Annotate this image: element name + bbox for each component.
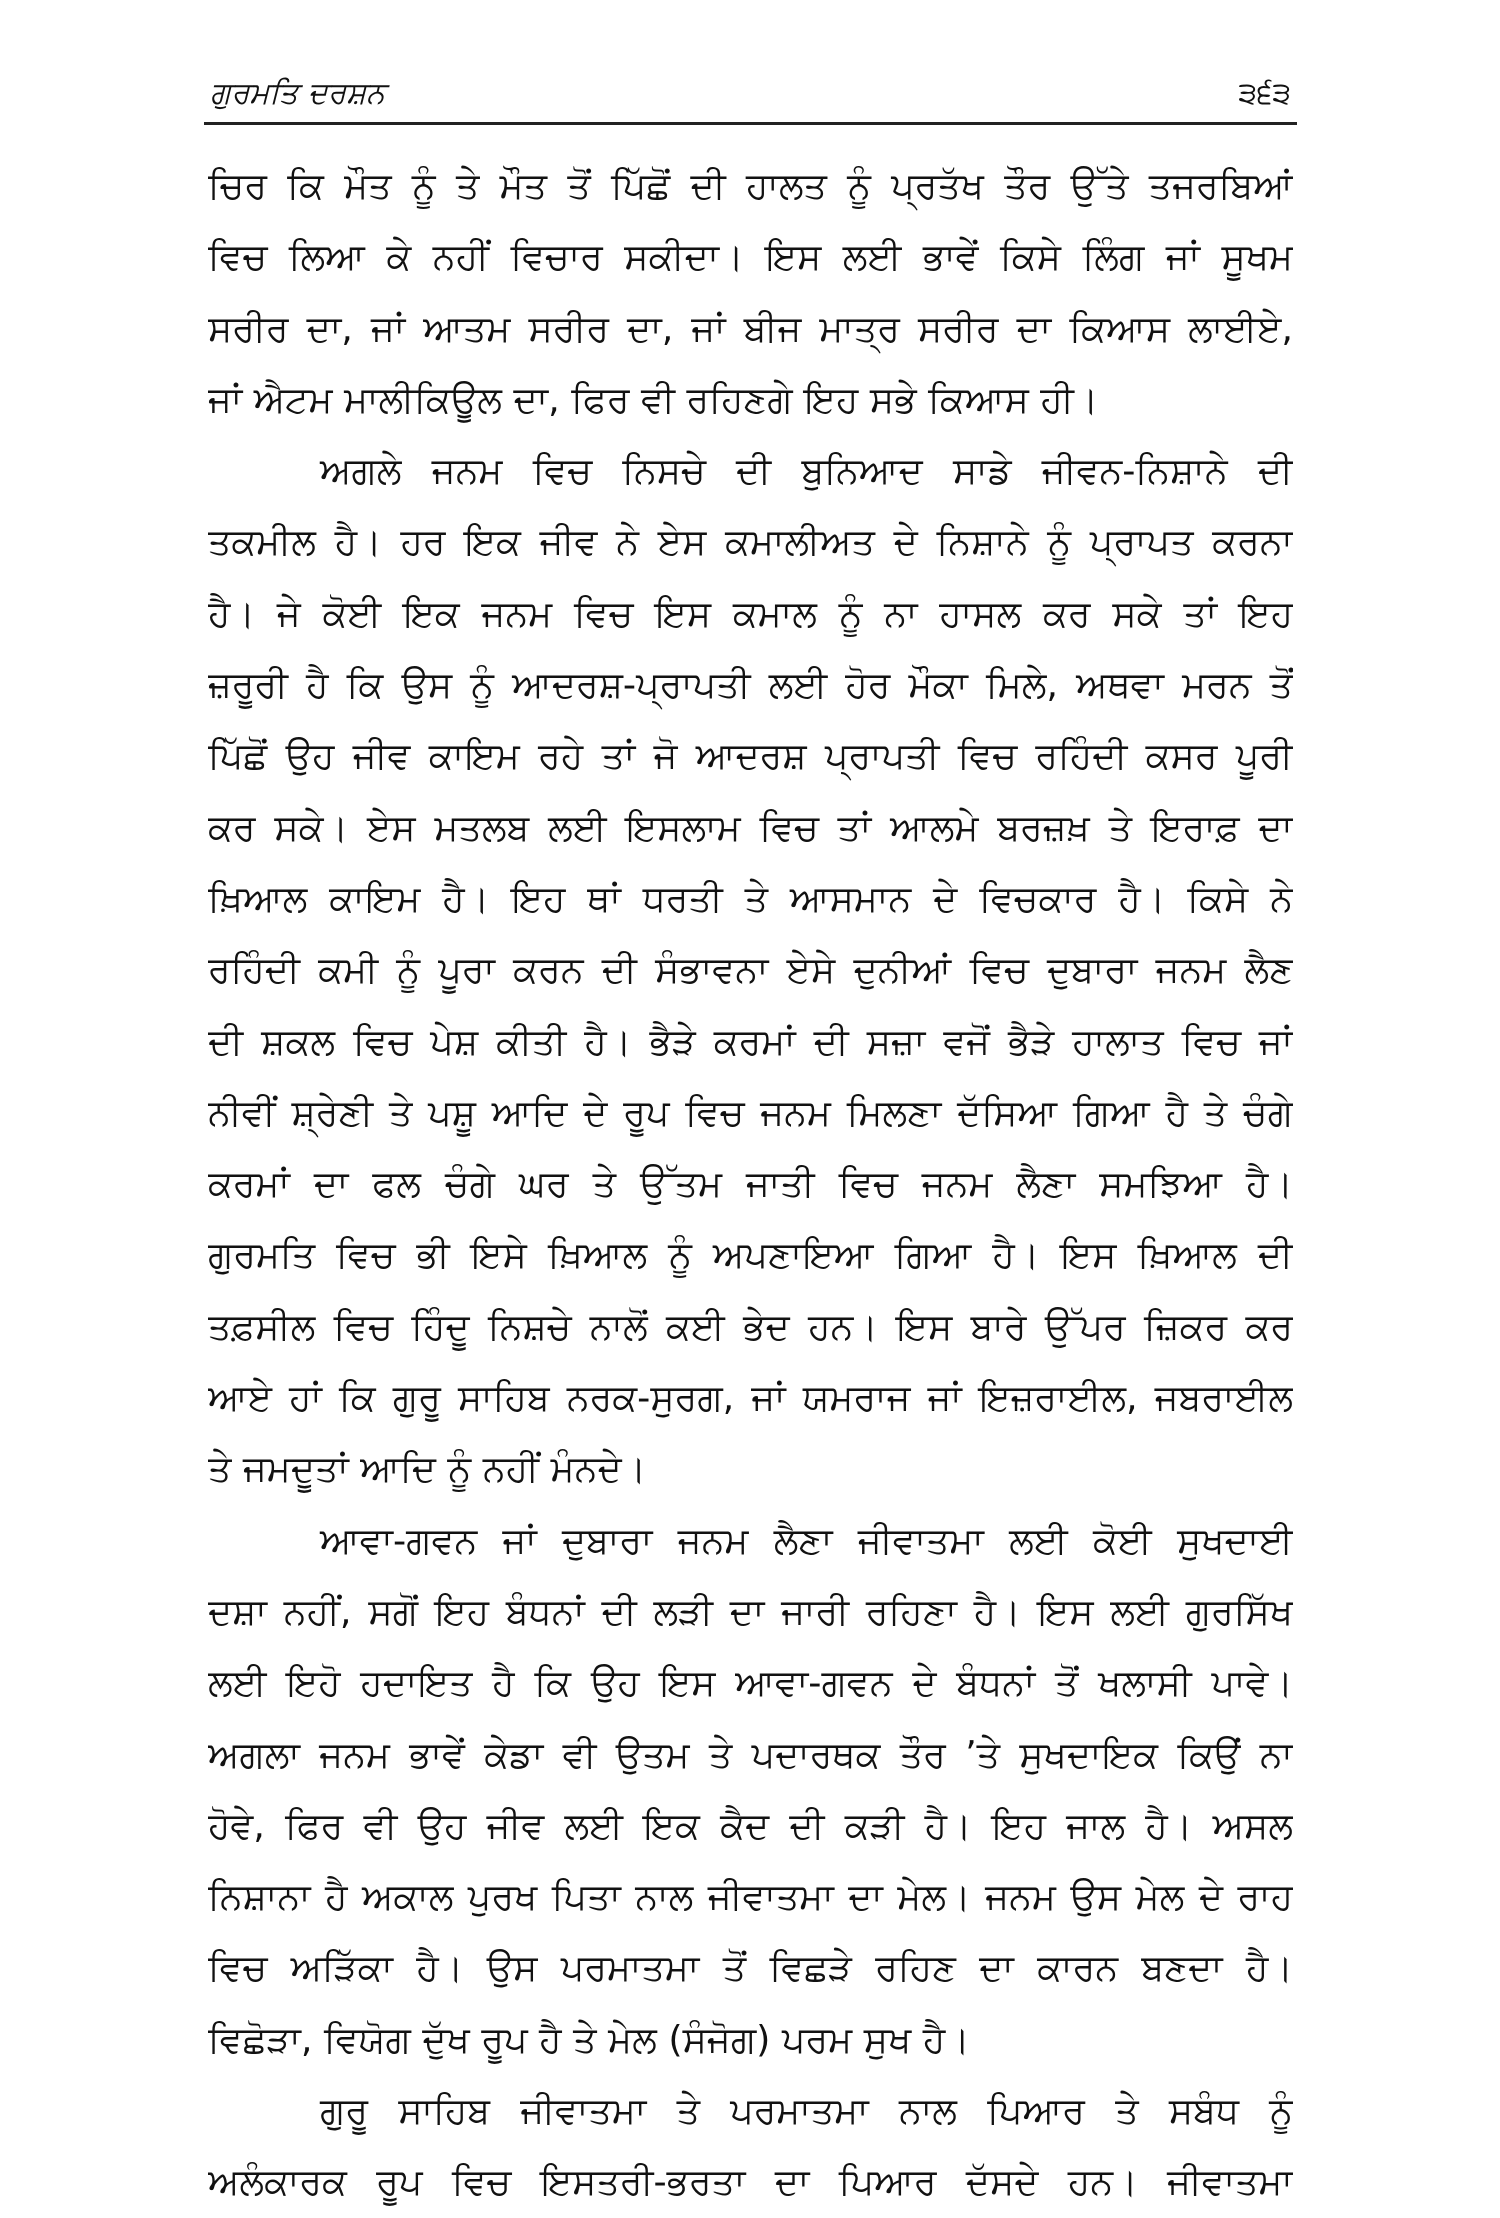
text-line: ਵਿਚ ਅੜਿੱਕਾ ਹੈ। ਉਸ ਪਰਮਾਤਮਾ ਤੋਂ ਵਿਛੜੇ ਰਹਿਣ ਦਾ ਕਾਰਨ ਬਣਦਾ ਹੈ। (208, 1946, 1293, 1990)
text-line: ਤਫ਼ਸੀਲ ਵਿਚ ਹਿੰਦੂ ਨਿਸ਼ਚੇ ਨਾਲੋਂ ਕਈ ਭੇਦ ਹਨ। ਇਸ ਬਾਰੇ ਉੱਪਰ ਜ਼ਿਕਰ ਕਰ (208, 1304, 1293, 1348)
text-line: ਦੀ ਸ਼ਕਲ ਵਿਚ ਪੇਸ਼ ਕੀਤੀ ਹੈ। ਭੈੜੇ ਕਰਮਾਂ ਦੀ ਸਜ਼ਾ ਵਜੋਂ ਭੈੜੇ ਹਾਲਾਤ ਵਿਚ ਜਾਂ (208, 1019, 1293, 1063)
page-header (208, 72, 1293, 116)
text-line: ਰਹਿੰਦੀ ਕਮੀ ਨੂੰ ਪੂਰਾ ਕਰਨ ਦੀ ਸੰਭਾਵਨਾ ਏਸੇ ਦੁਨੀਆਂ ਵਿਚ ਦੁਬਾਰਾ ਜਨਮ ਲੈਣ (208, 948, 1293, 992)
text-line: ਦਸ਼ਾ ਨਹੀਂ, ਸਗੋਂ ਇਹ ਬੰਧਨਾਂ ਦੀ ਲੜੀ ਦਾ ਜਾਰੀ ਰਹਿਣਾ ਹੈ। ਇਸ ਲਈ ਗੁਰਸਿੱਖ (208, 1589, 1293, 1633)
text-line: ਲਈ ਇਹੋ ਹਦਾਇਤ ਹੈ ਕਿ ਉਹ ਇਸ ਆਵਾ-ਗਵਨ ਦੇ ਬੰਧਨਾਂ ਤੋਂ ਖਲਾਸੀ ਪਾਵੇ। (208, 1661, 1293, 1705)
text-line: ਹੋਵੇ, ਫਿਰ ਵੀ ਉਹ ਜੀਵ ਲਈ ਇਕ ਕੈਦ ਦੀ ਕੜੀ ਹੈ। ਇਹ ਜਾਲ ਹੈ। ਅਸਲ (208, 1803, 1293, 1847)
paragraph-first-line: ਅਗਲੇ ਜਨਮ ਵਿਚ ਨਿਸਚੇ ਦੀ ਬੁਨਿਆਦ ਸਾਡੇ ਜੀਵਨ-ਨਿਸ਼ਾਨੇ ਦੀ (320, 449, 1293, 493)
paragraph-first-line: ਗੁਰੂ ਸਾਹਿਬ ਜੀਵਾਤਮਾ ਤੇ ਪਰਮਾਤਮਾ ਨਾਲ ਪਿਆਰ ਤੇ ਸਬੰਧ ਨੂੰ (320, 2089, 1293, 2133)
text-line: ਕਰਮਾਂ ਦਾ ਫਲ ਚੰਗੇ ਘਰ ਤੇ ਉੱਤਮ ਜਾਤੀ ਵਿਚ ਜਨਮ ਲੈਣਾ ਸਮਝਿਆ ਹੈ। (208, 1162, 1293, 1206)
text-line: ਕਰ ਸਕੇ। ਏਸ ਮਤਲਬ ਲਈ ਇਸਲਾਮ ਵਿਚ ਤਾਂ ਆਲਮੇ ਬਰਜ਼ਖ਼ ਤੇ ਇਰਾਫ਼ ਦਾ (208, 805, 1293, 849)
text-line: ਗੁਰਮਤਿ ਵਿਚ ਭੀ ਇਸੇ ਖ਼ਿਆਲ ਨੂੰ ਅਪਣਾਇਆ ਗਿਆ ਹੈ। ਇਸ ਖ਼ਿਆਲ ਦੀ (208, 1233, 1293, 1277)
running-title: ਗੁਰਮਤਿ ਦਰਸ਼ਨ (210, 76, 385, 111)
text-line: ਸਰੀਰ ਦਾ, ਜਾਂ ਆਤਮ ਸਰੀਰ ਦਾ, ਜਾਂ ਬੀਜ ਮਾਤ੍ਰ ਸਰੀਰ ਦਾ ਕਿਆਸ ਲਾਈਏ, (208, 306, 1293, 350)
text-line: ਅਲੰਕਾਰਕ ਰੂਪ ਵਿਚ ਇਸਤਰੀ-ਭਰਤਾ ਦਾ ਪਿਆਰ ਦੱਸਦੇ ਹਨ। ਜੀਵਾਤਮਾ (208, 2160, 1293, 2204)
body-text (208, 150, 1293, 2218)
text-line: ਵਿਛੋੜਾ, ਵਿਯੋਗ ਦੁੱਖ ਰੂਪ ਹੈ ਤੇ ਮੇਲ (ਸੰਜੋਗ) ਪਰਮ ਸੁਖ ਹੈ। (208, 2017, 970, 2061)
text-line: ਨੀਵੀਂ ਸ਼੍ਰੇਣੀ ਤੇ ਪਸ਼ੂ ਆਦਿ ਦੇ ਰੂਪ ਵਿਚ ਜਨਮ ਮਿਲਣਾ ਦੱਸਿਆ ਗਿਆ ਹੈ ਤੇ ਚੰਗੇ (208, 1090, 1293, 1134)
text-line: ਤਕਮੀਲ ਹੈ। ਹਰ ਇਕ ਜੀਵ ਨੇ ਏਸ ਕਮਾਲੀਅਤ ਦੇ ਨਿਸ਼ਾਨੇ ਨੂੰ ਪ੍ਰਾਪਤ ਕਰਨਾ (208, 520, 1293, 564)
text-line: ਹੈ। ਜੇ ਕੋਈ ਇਕ ਜਨਮ ਵਿਚ ਇਸ ਕਮਾਲ ਨੂੰ ਨਾ ਹਾਸਲ ਕਰ ਸਕੇ ਤਾਂ ਇਹ (208, 591, 1293, 635)
header-rule (204, 122, 1297, 125)
text-line: ਖ਼ਿਆਲ ਕਾਇਮ ਹੈ। ਇਹ ਥਾਂ ਧਰਤੀ ਤੇ ਆਸਮਾਨ ਦੇ ਵਿਚਕਾਰ ਹੈ। ਕਿਸੇ ਨੇ (208, 876, 1293, 920)
page-number: ੩੬੩ (1238, 76, 1291, 111)
text-line: ਅਗਲਾ ਜਨਮ ਭਾਵੇਂ ਕੇਡਾ ਵੀ ਉਤਮ ਤੇ ਪਦਾਰਥਕ ਤੌਰ ’ਤੇ ਸੁਖਦਾਇਕ ਕਿਉਂ ਨਾ (208, 1732, 1293, 1776)
text-line: ਜਾਂ ਐਟਮ ਮਾਲੀਕਿਊਲ ਦਾ, ਫਿਰ ਵੀ ਰਹਿਣਗੇ ਇਹ ਸਭੇ ਕਿਆਸ ਹੀ। (208, 377, 1099, 421)
text-line: ਜ਼ਰੂਰੀ ਹੈ ਕਿ ਉਸ ਨੂੰ ਆਦਰਸ਼-ਪ੍ਰਾਪਤੀ ਲਈ ਹੋਰ ਮੌਕਾ ਮਿਲੇ, ਅਥਵਾ ਮਰਨ ਤੋਂ (208, 663, 1293, 707)
text-line: ਆਏ ਹਾਂ ਕਿ ਗੁਰੂ ਸਾਹਿਬ ਨਰਕ-ਸੁਰਗ, ਜਾਂ ਯਮਰਾਜ ਜਾਂ ਇਜ਼ਰਾਈਲ, ਜਬਰਾਈਲ (208, 1376, 1293, 1420)
text-line: ਤੇ ਜਮਦੂਤਾਂ ਆਦਿ ਨੂੰ ਨਹੀਂ ਮੰਨਦੇ। (208, 1447, 647, 1491)
text-line: ਵਿਚ ਲਿਆ ਕੇ ਨਹੀਂ ਵਿਚਾਰ ਸਕੀਦਾ। ਇਸ ਲਈ ਭਾਵੇਂ ਕਿਸੇ ਲਿੰਗ ਜਾਂ ਸੂਖਮ (208, 235, 1293, 279)
text-line: ਨਿਸ਼ਾਨਾ ਹੈ ਅਕਾਲ ਪੁਰਖ ਪਿਤਾ ਨਾਲ ਜੀਵਾਤਮਾ ਦਾ ਮੇਲ। ਜਨਮ ਉਸ ਮੇਲ ਦੇ ਰਾਹ (208, 1875, 1293, 1919)
paragraph-first-line: ਆਵਾ-ਗਵਨ ਜਾਂ ਦੁਬਾਰਾ ਜਨਮ ਲੈਣਾ ਜੀਵਾਤਮਾ ਲਈ ਕੋਈ ਸੁਖਦਾਈ (320, 1518, 1293, 1562)
text-line: ਪਿੱਛੋਂ ਉਹ ਜੀਵ ਕਾਇਮ ਰਹੇ ਤਾਂ ਜੋ ਆਦਰਸ਼ ਪ੍ਰਾਪਤੀ ਵਿਚ ਰਹਿੰਦੀ ਕਸਰ ਪੂਰੀ (208, 734, 1293, 778)
text-line: ਚਿਰ ਕਿ ਮੌਤ ਨੂੰ ਤੇ ਮੌਤ ਤੋਂ ਪਿੱਛੋਂ ਦੀ ਹਾਲਤ ਨੂੰ ਪ੍ਰਤੱਖ ਤੌਰ ਉੱਤੇ ਤਜਰਬਿਆਂ (208, 164, 1293, 207)
